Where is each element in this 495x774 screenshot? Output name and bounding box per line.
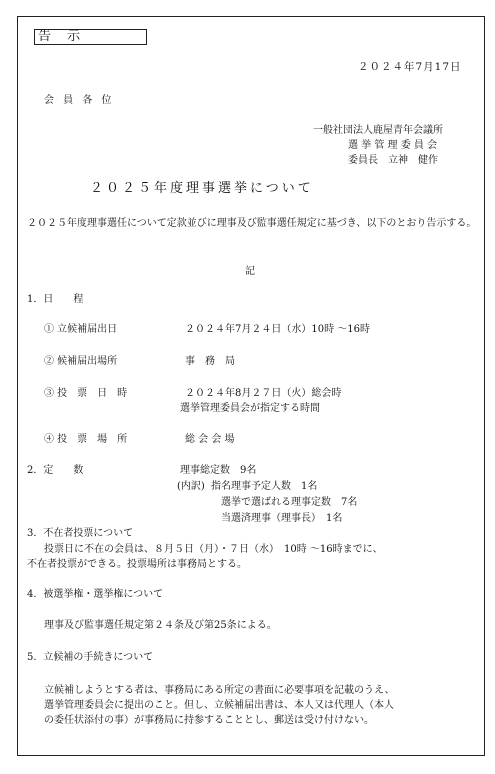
quota-total: 理事総定数 9名 [180,465,257,476]
issuer-org: 一般社団法人鹿屋青年会議所 [313,125,443,136]
eligibility-body: 理事及び監事選任規定第２４条及び第25条による。 [44,620,277,631]
schedule-item-value: 事 務 局 [185,356,235,367]
quota-line: 当選済理事（理事長） 1名 [221,513,343,524]
page-title: ２０２５年度理事選挙について [90,181,314,196]
schedule-item-label: ③ 投 票 日 時 [44,388,128,399]
schedule-item-value: ２０２４年7月２４日（水）10時 〜16時 [185,324,370,335]
quota-line: 選挙で選ばれる理事定数 7名 [221,497,358,508]
section-eligibility-heading: 4．被選挙権・選挙権について [27,589,164,600]
issuer-committee: 選 挙 管 理 委 員 会 [348,140,438,151]
recipient: 会 員 各 位 [44,95,115,106]
schedule-item-value: 総 会 会 場 [185,434,235,445]
quota-line: 指名理事予定人数 1名 [211,481,318,492]
section-candidacy-heading: 5．立候補の手続きについて [27,652,154,663]
candidacy-body-line: 立候補しようとする者は、事務局にある所定の書面に必要事項を記載のうえ、 [44,685,395,696]
issuer-chair: 委員長 立神 健作 [348,155,438,166]
schedule-item-label: ④ 投 票 場 所 [44,434,128,445]
schedule-item-label: ① 立候補届出日 [44,324,118,335]
candidacy-body-line: の委任状添付の事）が事務局に持参することとし、郵送は受け付けない。 [44,715,374,726]
schedule-item-label: ② 候補届出場所 [44,356,118,367]
quota-breakdown-label: (内訳) [177,481,205,492]
ki-marker: 記 [245,266,255,277]
candidacy-body-line: 選挙管理委員会に提出のこと。但し、立候補届出書は、本人又は代理人（本人 [44,700,394,711]
absentee-body-line: 不在者投票ができる。投票場所は事務局とする。 [27,559,247,570]
absentee-body-line: 投票日に不在の会員は、８月５日（月）・７日（水） 10時 〜16時までに、 [44,544,383,555]
section-schedule-heading: 1．日 程 [27,294,84,305]
issue-date: ２０２４年7月17日 [358,61,462,73]
notice-label-box: 告 示 [34,29,147,45]
intro-paragraph: ２０２５年度理事選任について定款並びに理事及び監事選任規定に基づき、以下のとおり告示する。 [27,218,477,229]
section-quota-heading: 2．定 数 [27,465,84,476]
section-absentee-heading: 3．不在者投票について [27,528,134,539]
schedule-item-note: 選挙管理委員会が指定する時間 [180,403,320,414]
schedule-item-value: ２０２４年8月２７日（火）総会時 [185,388,342,399]
